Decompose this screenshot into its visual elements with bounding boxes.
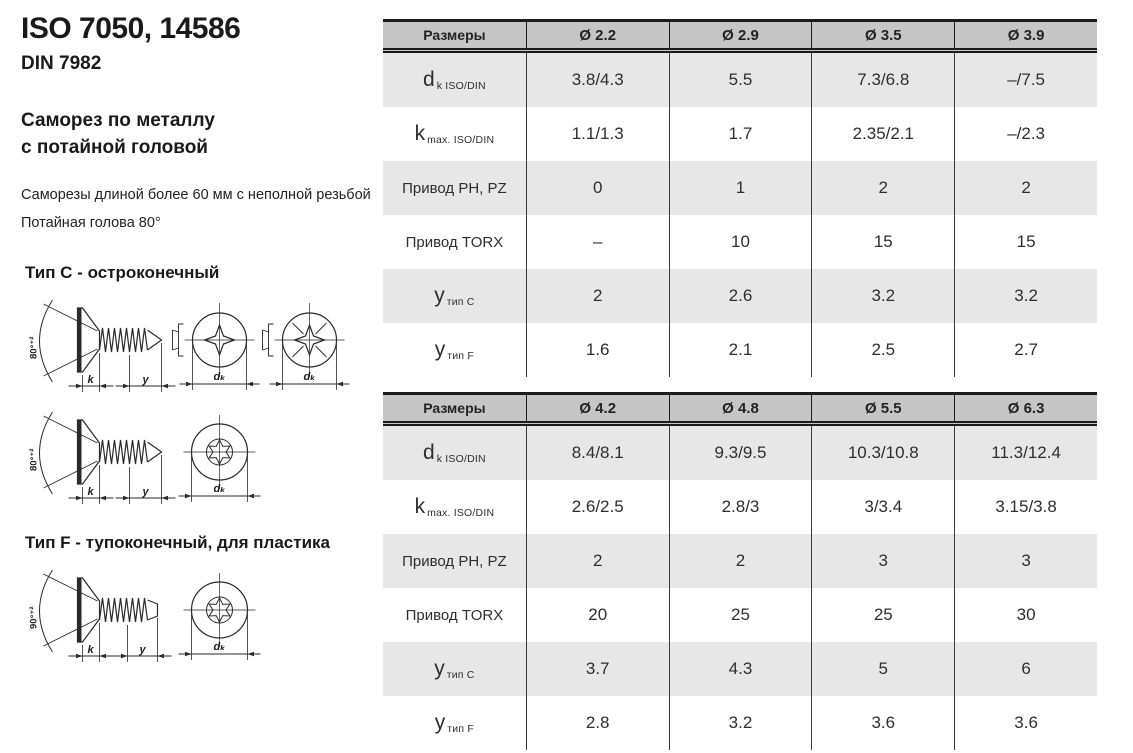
type-c-ph-pz-drawing (21, 295, 366, 395)
table-cell: 3.6 (954, 696, 1097, 750)
table-cell: 3.8/4.3 (526, 53, 669, 107)
table-cell: 15 (811, 215, 954, 269)
row-label-subscript: max. ISO/DIN (427, 507, 495, 519)
dim-dk-label: dₖ (303, 371, 316, 384)
screw-side-view-drawing (29, 300, 162, 382)
table-cell: 1 (669, 161, 812, 215)
row-label-symbol: Привод PH, PZ (402, 179, 507, 197)
table-cell: 8.4/8.1 (526, 426, 669, 480)
table-row (383, 534, 1097, 588)
column-header: Ø 4.2 (526, 395, 669, 421)
dim-y-label: y (139, 644, 146, 657)
table-row (383, 426, 1097, 480)
table-cell: 1.1/1.3 (526, 107, 669, 161)
row-label-subscript: тип F (447, 723, 474, 735)
table-cell: 0 (526, 161, 669, 215)
row-label (383, 534, 526, 588)
table-cell: 2.7 (954, 323, 1097, 377)
table-cell: 2.1 (669, 323, 812, 377)
description-line2: Потайная голова 80° (21, 214, 161, 231)
table-cell: 6 (954, 642, 1097, 696)
table-header-row (383, 392, 1097, 426)
table-cell: 15 (954, 215, 1097, 269)
table-cell: 5 (811, 642, 954, 696)
row-label (383, 323, 526, 377)
table-cell: 2.8/3 (669, 480, 812, 534)
table-row (383, 323, 1097, 377)
row-label (383, 588, 526, 642)
dim-dk-label: dₖ (213, 641, 226, 654)
type-c-heading: Тип C - остроконечный (25, 263, 220, 283)
table-row (383, 215, 1097, 269)
table-cell: 10.3/10.8 (811, 426, 954, 480)
row-label-symbol: d (423, 441, 435, 464)
product-name (21, 108, 379, 161)
table-cell: 2 (954, 161, 1097, 215)
k-dimension (69, 353, 114, 392)
table-cell: 3.2 (811, 269, 954, 323)
torx-head-view (179, 573, 261, 660)
din-standard: DIN 7982 (21, 53, 102, 74)
table-cell: 3.7 (526, 642, 669, 696)
column-header: Ø 4.8 (669, 395, 812, 421)
column-header: Размеры (423, 400, 486, 416)
table-row (383, 642, 1097, 696)
angle-80-label: 80°⁺² (28, 448, 40, 472)
ph-head-view (173, 303, 260, 390)
row-label-subscript: тип C (446, 296, 475, 308)
dim-dk-label: dₖ (213, 483, 226, 496)
table-cell: 2 (669, 534, 812, 588)
column-header: Ø 6.3 (954, 395, 1097, 421)
y-dimension (116, 455, 176, 504)
row-label (383, 215, 526, 269)
type-f-torx-drawing (21, 565, 276, 665)
description-line1: Саморезы длиной более 60 мм с неполной резьбой (21, 187, 371, 204)
row-label (383, 107, 526, 161)
table-cell: 2 (526, 269, 669, 323)
angle-80-label: 80°⁺² (28, 336, 40, 360)
row-label-symbol: k (414, 495, 426, 518)
table-cell: 2 (811, 161, 954, 215)
size-table-small-diameters (383, 19, 1097, 377)
table-cell: – (526, 215, 669, 269)
table-cell: 3.2 (669, 696, 812, 750)
table-cell: 5.5 (669, 53, 812, 107)
row-label-symbol: d (423, 68, 435, 91)
dim-k-label: k (87, 486, 94, 499)
left-panel (21, 12, 379, 665)
table-cell: 25 (811, 588, 954, 642)
row-label-symbol: Привод PH, PZ (402, 552, 507, 570)
product-description (21, 182, 379, 237)
table-cell: 1.6 (526, 323, 669, 377)
table-cell: 10 (669, 215, 812, 269)
product-name-line1: Саморез по металлу (21, 110, 215, 131)
type-c-torx-drawing (21, 407, 276, 507)
table-cell: 7.3/6.8 (811, 53, 954, 107)
row-label-symbol: k (414, 122, 426, 145)
row-label-symbol: y (434, 657, 445, 680)
row-label (383, 642, 526, 696)
table-cell: 11.3/12.4 (954, 426, 1097, 480)
screw-side-view-drawing (29, 412, 162, 494)
table-cell: 2 (526, 534, 669, 588)
row-label-symbol: y (434, 711, 446, 734)
row-label (383, 426, 526, 480)
table-cell: 3.6 (811, 696, 954, 750)
table-cell: 3 (954, 534, 1097, 588)
row-label (383, 480, 526, 534)
table-cell: 2.5 (811, 323, 954, 377)
torx-head-view (179, 415, 261, 502)
row-label-subscript: max. ISO/DIN (427, 134, 495, 146)
page-title: ISO 7050, 14586 (21, 12, 241, 45)
type-f-heading: Тип F - тупоконечный, для пластика (25, 533, 330, 553)
row-label-symbol: y (434, 284, 445, 307)
table-cell: 25 (669, 588, 812, 642)
dim-k-label: k (87, 374, 94, 387)
table-cell: 2.6/2.5 (526, 480, 669, 534)
table-row (383, 480, 1097, 534)
size-tables-panel (383, 19, 1097, 750)
column-header: Ø 5.5 (811, 395, 954, 421)
table-cell: 3 (811, 534, 954, 588)
row-label (383, 161, 526, 215)
table-row (383, 588, 1097, 642)
table-cell: 3/3.4 (811, 480, 954, 534)
table-cell: 3.15/3.8 (954, 480, 1097, 534)
table-cell: 2.35/2.1 (811, 107, 954, 161)
row-label-subscript: k ISO/DIN (436, 453, 486, 465)
dim-k-label: k (87, 644, 94, 657)
table-header-row (383, 19, 1097, 53)
table-row (383, 696, 1097, 750)
table-cell: –/7.5 (954, 53, 1097, 107)
table-cell: 3.2 (954, 269, 1097, 323)
table-cell: 2.6 (669, 269, 812, 323)
table-cell: –/2.3 (954, 107, 1097, 161)
dim-dk-label: dₖ (213, 371, 226, 384)
k-dimension (69, 465, 114, 504)
column-header: Ø 3.9 (954, 22, 1097, 48)
screw-side-view-drawing (29, 570, 158, 652)
dim-y-label: y (142, 486, 149, 499)
k-dimension (69, 623, 114, 662)
angle-90-label: 90°⁺² (28, 606, 40, 630)
row-label-subscript: тип C (446, 669, 475, 681)
column-header: Ø 2.9 (669, 22, 812, 48)
table-row (383, 269, 1097, 323)
dim-y-label: y (142, 374, 149, 387)
table-row (383, 107, 1097, 161)
row-label-subscript: тип F (447, 350, 474, 362)
pz-head-view (263, 303, 350, 390)
row-label (383, 696, 526, 750)
row-label-symbol: Привод TORX (405, 606, 504, 624)
row-label (383, 53, 526, 107)
y-dimension (116, 343, 176, 392)
column-header: Размеры (423, 27, 486, 43)
table-cell: 9.3/9.5 (669, 426, 812, 480)
row-label-subscript: k ISO/DIN (436, 80, 486, 92)
y-dimension (114, 618, 172, 662)
product-name-line2: с потайной головой (21, 136, 208, 158)
column-header: Ø 2.2 (526, 22, 669, 48)
table-row (383, 161, 1097, 215)
row-label-symbol: y (434, 338, 446, 361)
row-label (383, 269, 526, 323)
size-table-large-diameters (383, 392, 1097, 750)
table-cell: 30 (954, 588, 1097, 642)
table-cell: 4.3 (669, 642, 812, 696)
column-header: Ø 3.5 (811, 22, 954, 48)
row-label-symbol: Привод TORX (405, 233, 504, 251)
table-cell: 20 (526, 588, 669, 642)
table-cell: 1.7 (669, 107, 812, 161)
table-cell: 2.8 (526, 696, 669, 750)
table-row (383, 53, 1097, 107)
